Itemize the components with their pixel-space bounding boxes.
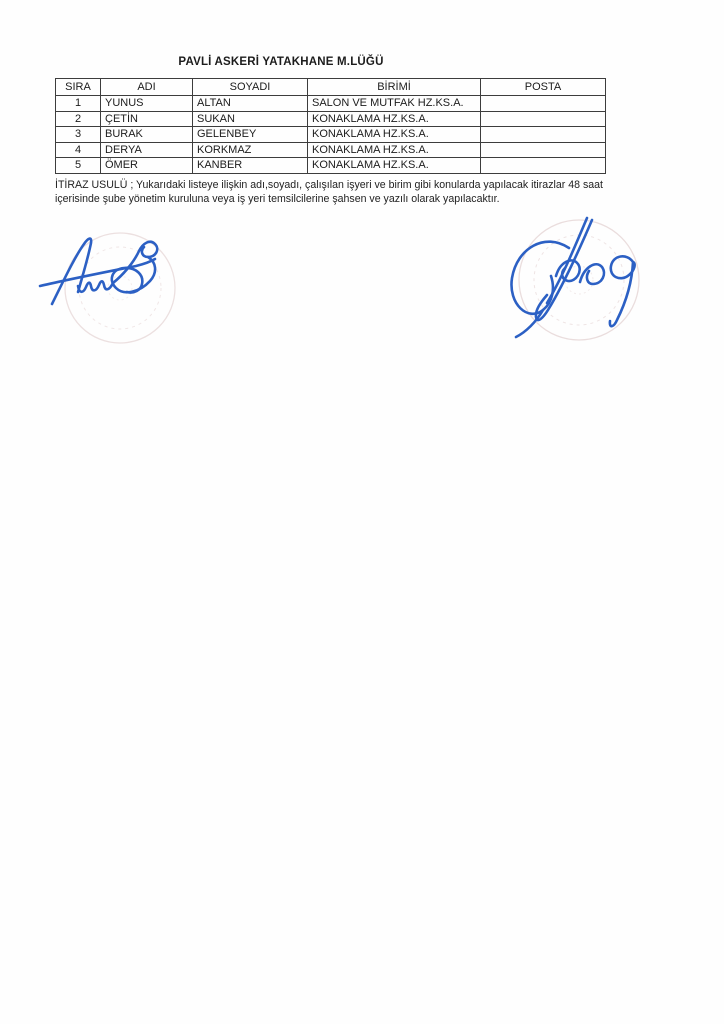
table-row xyxy=(56,96,606,112)
document-title: PAVLİ ASKERİ YATAKHANE M.LÜĞÜ xyxy=(178,56,384,68)
cell-posta xyxy=(481,96,606,112)
cell-soyadi: ALTAN xyxy=(193,96,308,112)
cell-sira: 3 xyxy=(56,127,101,143)
header-cell-soyadi: SOYADI xyxy=(193,79,308,96)
table-row xyxy=(56,111,606,127)
signature-right xyxy=(483,204,671,352)
cell-sira: 4 xyxy=(56,142,101,158)
cell-posta xyxy=(481,158,606,174)
table-row xyxy=(56,158,606,174)
personnel-roster-table xyxy=(55,78,606,174)
table-row xyxy=(56,142,606,158)
cell-adi: YUNUS xyxy=(101,96,193,112)
cell-birimi: KONAKLAMA HZ.KS.A. xyxy=(308,111,481,127)
cell-sira: 5 xyxy=(56,158,101,174)
cell-soyadi: KANBER xyxy=(193,158,308,174)
cell-soyadi: GELENBEY xyxy=(193,127,308,143)
signature-left xyxy=(36,224,198,346)
header-cell-posta: POSTA xyxy=(481,79,606,96)
cell-birimi: KONAKLAMA HZ.KS.A. xyxy=(308,158,481,174)
cell-posta xyxy=(481,142,606,158)
cell-sira: 2 xyxy=(56,111,101,127)
cell-adi: ÇETİN xyxy=(101,111,193,127)
cell-birimi: SALON VE MUTFAK HZ.KS.A. xyxy=(308,96,481,112)
table-row xyxy=(56,127,606,143)
header-cell-adi: ADI xyxy=(101,79,193,96)
cell-birimi: KONAKLAMA HZ.KS.A. xyxy=(308,142,481,158)
cell-adi: DERYA xyxy=(101,142,193,158)
cell-posta xyxy=(481,127,606,143)
cell-sira: 1 xyxy=(56,96,101,112)
cell-adi: BURAK xyxy=(101,127,193,143)
objection-procedure-text: İTİRAZ USULÜ ; Yukarıdaki listeye ilişkin adı,soyadı, çalışılan işyeri ve birim gibi konularda yapılacak itirazlar 48 saat içerisinde şube yönetim kuruluna veya iş yeri temsilcilerine şahsen ve yazılı olarak yapılacaktır. xyxy=(55,179,603,205)
cell-adi: ÖMER xyxy=(101,158,193,174)
table-header-row xyxy=(56,79,606,96)
cell-posta xyxy=(481,111,606,127)
header-cell-birimi: BİRİMİ xyxy=(308,79,481,96)
signature-left-ink xyxy=(40,239,157,304)
cell-soyadi: KORKMAZ xyxy=(193,142,308,158)
header-cell-sira: SIRA xyxy=(56,79,101,96)
cell-soyadi: SUKAN xyxy=(193,111,308,127)
cell-birimi: KONAKLAMA HZ.KS.A. xyxy=(308,127,481,143)
